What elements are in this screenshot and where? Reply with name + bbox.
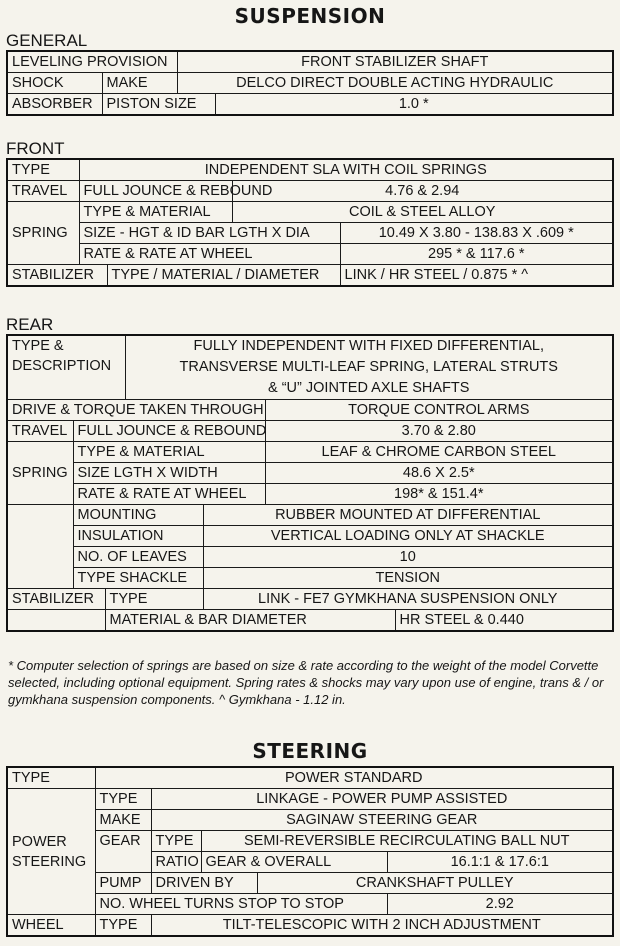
pump-label: PUMP — [95, 873, 151, 894]
table-row — [7, 831, 613, 852]
front-spring-type-label: TYPE & MATERIAL — [79, 202, 232, 223]
rear-spacer — [7, 568, 73, 589]
table-row — [7, 589, 613, 610]
table-row — [7, 159, 613, 181]
suspension-title: SUSPENSION — [234, 4, 386, 28]
rear-spring-type-value: LEAF & CHROME CARBON STEEL — [265, 442, 613, 463]
table-row — [7, 265, 613, 287]
front-type-value: INDEPENDENT SLA WITH COIL SPRINGS — [79, 159, 613, 181]
rear-type-label: TYPE & DESCRIPTION — [7, 335, 125, 400]
front-stabilizer-value: LINK / HR STEEL / 0.875 * ^ — [340, 265, 613, 287]
steering-table — [6, 766, 614, 937]
gear-ratio-value: 16.1:1 & 17.6:1 — [387, 852, 613, 873]
rear-spacer — [7, 526, 73, 547]
table-row — [7, 335, 613, 400]
table-row — [7, 73, 613, 94]
table-row — [7, 51, 613, 73]
front-spring-label: SPRING — [7, 202, 79, 265]
rear-spacer — [7, 505, 73, 526]
rear-type-value — [125, 335, 613, 400]
front-table — [6, 158, 614, 287]
steering-type-label: TYPE — [7, 767, 95, 789]
front-travel-value: 4.76 & 2.94 — [232, 181, 613, 202]
absorber-label: ABSORBER — [7, 94, 102, 116]
gear-type-label: TYPE — [151, 831, 201, 852]
rear-travel-label: TRAVEL — [7, 421, 73, 442]
table-row — [7, 181, 613, 202]
rear-spacer — [7, 547, 73, 568]
gear-ratio-sub: GEAR & OVERALL — [201, 852, 387, 873]
steering-title: STEERING — [252, 739, 368, 763]
table-row — [7, 223, 613, 244]
wheel-type-label: TYPE — [95, 915, 151, 937]
rear-spring-size-label: SIZE LGTH X WIDTH — [73, 463, 265, 484]
steering-gear-label: GEAR — [95, 831, 151, 873]
front-heading: FRONT — [6, 139, 65, 158]
front-spring-rate-value: 295 * & 117.6 * — [340, 244, 613, 265]
front-stabilizer-label: STABILIZER — [7, 265, 107, 287]
table-row — [7, 94, 613, 116]
rear-drive-label: DRIVE & TORQUE TAKEN THROUGH — [7, 400, 265, 421]
table-row — [7, 526, 613, 547]
turns-label: NO. WHEEL TURNS STOP TO STOP — [95, 894, 387, 915]
rear-insulation-label: INSULATION — [73, 526, 203, 547]
rear-travel-value: 3.70 & 2.80 — [265, 421, 613, 442]
rear-stabilizer-type-label: TYPE — [105, 589, 203, 610]
footnote: * Computer selection of springs are based on size & rate according to the weight of the model Corvette selected, including optional equipment. Spring rates & shocks may vary upon use of engine, trans & / or gymkhana suspension components. ^ Gymkhana - 1.12 in. — [8, 658, 604, 707]
wheel-type-value: TILT-TELESCOPIC WITH 2 INCH ADJUSTMENT — [151, 915, 613, 937]
shock-label: SHOCK — [7, 73, 102, 94]
steering-sub-type-label: TYPE — [95, 789, 151, 810]
driven-value: CRANKSHAFT PULLEY — [257, 873, 613, 894]
rear-stabilizer-mat-label: MATERIAL & BAR DIAMETER — [105, 610, 395, 632]
table-row — [7, 442, 613, 463]
front-spring-size-label: SIZE - HGT & ID BAR LGTH X DIA — [79, 223, 340, 244]
rear-type-line1: FULLY INDEPENDENT WITH FIXED DIFFERENTIAL, — [193, 338, 544, 354]
table-row — [7, 505, 613, 526]
steering-make-value: SAGINAW STEERING GEAR — [151, 810, 613, 831]
table-row — [7, 610, 613, 632]
rear-stabilizer-type-value: LINK - FE7 GYMKHANA SUSPENSION ONLY — [203, 589, 613, 610]
leveling-value: FRONT STABILIZER SHAFT — [177, 51, 613, 73]
rear-leaves-value: 10 — [203, 547, 613, 568]
steering-type-value: POWER STANDARD — [95, 767, 613, 789]
table-row — [7, 484, 613, 505]
turns-value: 2.92 — [387, 894, 613, 915]
table-row — [7, 244, 613, 265]
front-travel-sub: FULL JOUNCE & REBOUND — [79, 181, 232, 202]
piston-label: PISTON SIZE — [102, 94, 215, 116]
front-type-label: TYPE — [7, 159, 79, 181]
table-row — [7, 915, 613, 937]
rear-spring-rate-label: RATE & RATE AT WHEEL — [73, 484, 265, 505]
rear-spring-size-value: 48.6 X 2.5* — [265, 463, 613, 484]
rear-shackle-label: TYPE SHACKLE — [73, 568, 203, 589]
general-heading: GENERAL — [6, 31, 88, 50]
steering-make-label: MAKE — [95, 810, 151, 831]
rear-spring-label: SPRING — [7, 442, 73, 505]
table-row — [7, 421, 613, 442]
front-stabilizer-sub: TYPE / MATERIAL / DIAMETER — [107, 265, 340, 287]
rear-spring-type-label: TYPE & MATERIAL — [73, 442, 265, 463]
power-steering-label: POWER STEERING — [7, 789, 95, 915]
general-table — [6, 50, 614, 116]
steering-sub-type-value: LINKAGE - POWER PUMP ASSISTED — [151, 789, 613, 810]
rear-spring-rate-value: 198* & 151.4* — [265, 484, 613, 505]
rear-mounting-value: RUBBER MOUNTED AT DIFFERENTIAL — [203, 505, 613, 526]
rear-type-line2: TRANSVERSE MULTI-LEAF SPRING, LATERAL STRUTS — [179, 359, 558, 375]
make-value: DELCO DIRECT DOUBLE ACTING HYDRAULIC — [177, 73, 613, 94]
rear-shackle-value: TENSION — [203, 568, 613, 589]
rear-stabilizer-label: STABILIZER — [7, 589, 105, 610]
table-row — [7, 810, 613, 831]
table-row — [7, 873, 613, 894]
wheel-label: WHEEL — [7, 915, 95, 937]
rear-spacer — [7, 610, 105, 632]
front-spring-size-value: 10.49 X 3.80 - 138.83 X .609 * — [340, 223, 613, 244]
gear-ratio-label: RATIO — [151, 852, 201, 873]
rear-type-line3: & “U” JOINTED AXLE SHAFTS — [268, 380, 470, 396]
rear-table — [6, 334, 614, 632]
table-row — [7, 568, 613, 589]
gear-type-value: SEMI-REVERSIBLE RECIRCULATING BALL NUT — [201, 831, 613, 852]
front-spring-rate-label: RATE & RATE AT WHEEL — [79, 244, 340, 265]
table-row — [7, 202, 613, 223]
front-spring-type-value: COIL & STEEL ALLOY — [232, 202, 613, 223]
piston-value: 1.0 * — [215, 94, 613, 116]
make-label: MAKE — [102, 73, 177, 94]
front-travel-label: TRAVEL — [7, 181, 79, 202]
rear-mounting-label: MOUNTING — [73, 505, 203, 526]
driven-label: DRIVEN BY — [151, 873, 257, 894]
rear-stabilizer-mat-value: HR STEEL & 0.440 — [395, 610, 613, 632]
table-row — [7, 400, 613, 421]
rear-heading: REAR — [6, 315, 54, 334]
leveling-label: LEVELING PROVISION — [7, 51, 177, 73]
table-row — [7, 894, 613, 915]
rear-travel-sub: FULL JOUNCE & REBOUND — [73, 421, 265, 442]
rear-insulation-value: VERTICAL LOADING ONLY AT SHACKLE — [203, 526, 613, 547]
table-row — [7, 547, 613, 568]
rear-leaves-label: NO. OF LEAVES — [73, 547, 203, 568]
table-row — [7, 767, 613, 789]
table-row — [7, 463, 613, 484]
rear-drive-value: TORQUE CONTROL ARMS — [265, 400, 613, 421]
table-row — [7, 789, 613, 810]
